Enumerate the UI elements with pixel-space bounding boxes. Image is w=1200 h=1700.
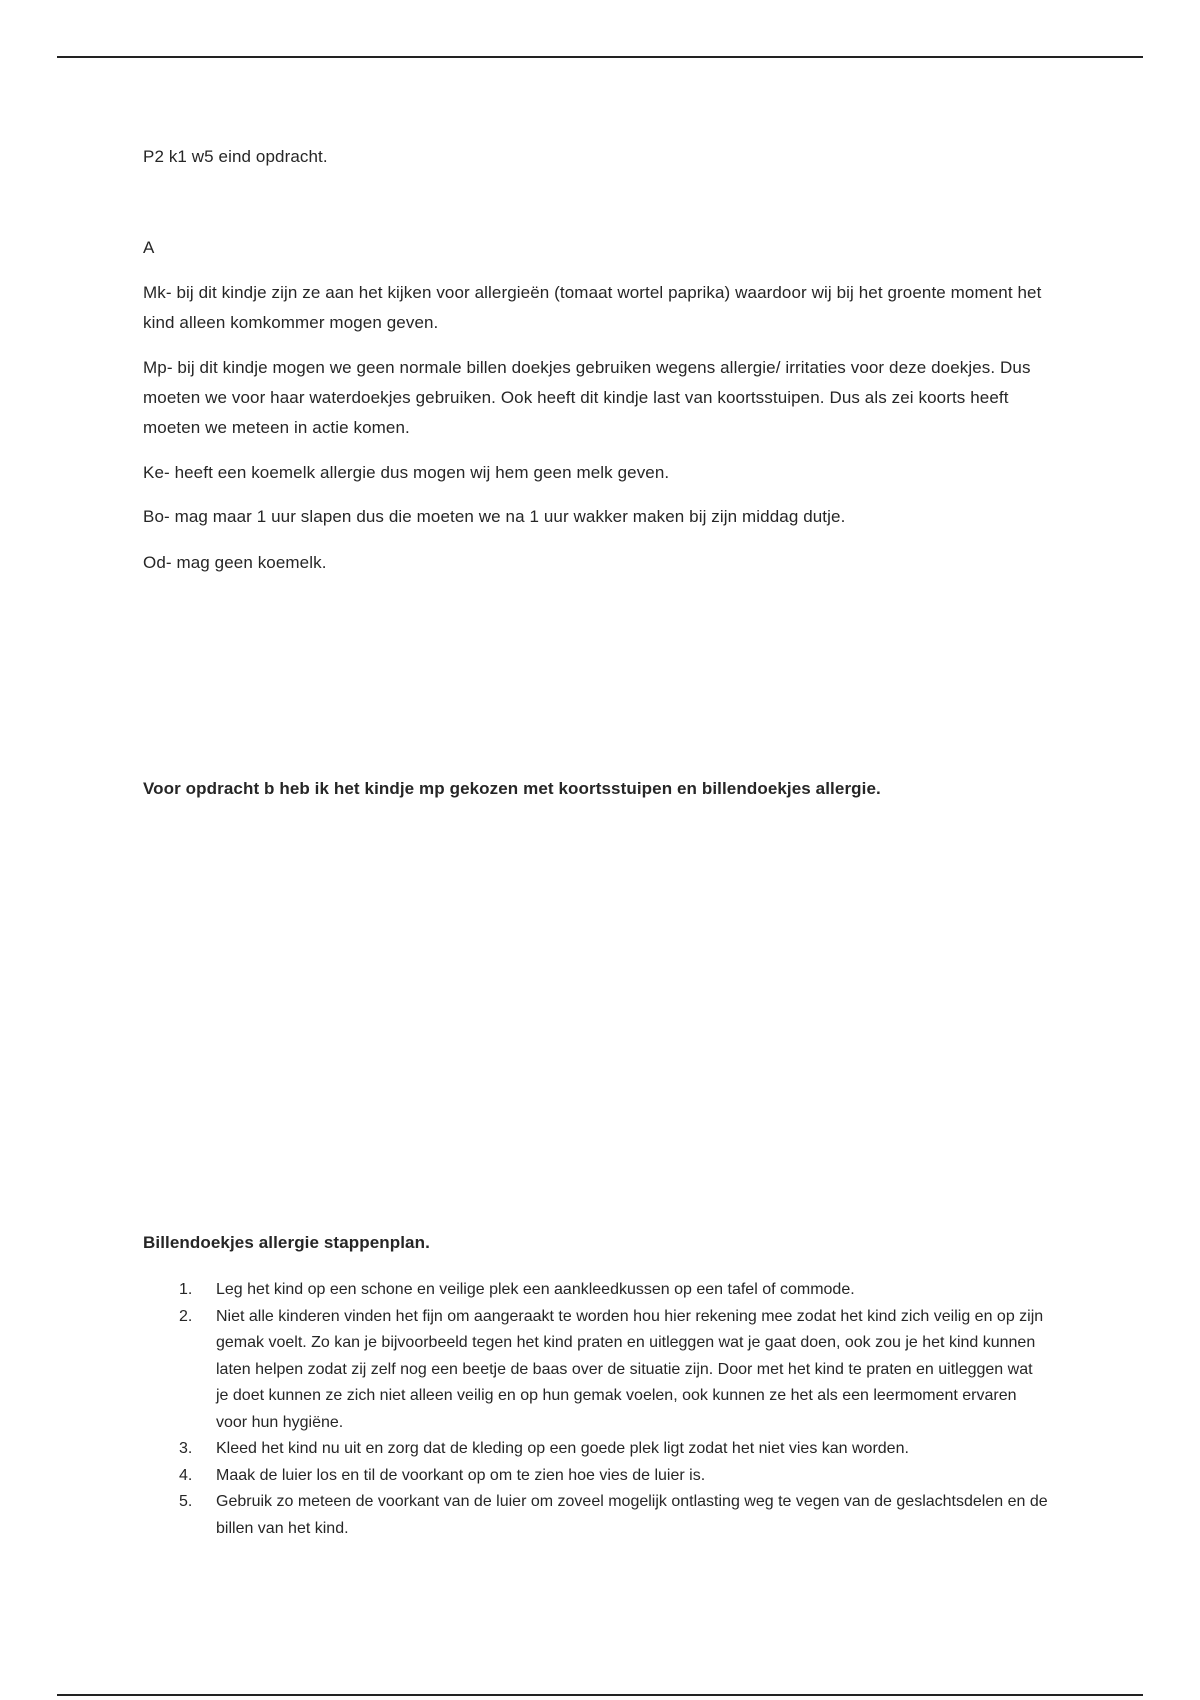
plan-title: Billendoekjes allergie stappenplan.	[143, 1233, 430, 1252]
step-text: Niet alle kinderen vinden het fijn om aangeraakt te worden hou hier rekening mee zodat het kind zich veilig en op zijn gemak voelt. Zo kan je bijvoorbeeld tegen het kind praten en uitleggen wat je gaat doen, ook zou je het kind kunnen laten helpen zodat zij zelf nog een beetje de baas over de situatie zijn. Door met het kind te praten en uitleggen wat je doet kunnen ze zich niet alleen veilig en op hun gemak voelen, ook kunnen ze het als een leermoment ervaren voor hun hygiëne.	[216, 1307, 1044, 1431]
list-item	[143, 1463, 1048, 1490]
step-number: 2.	[179, 1307, 193, 1325]
choice-statement: Voor opdracht b heb ik het kindje mp gekozen met koortsstuipen en billendoekjes allergie.	[143, 779, 881, 798]
step-number: 5.	[179, 1493, 193, 1510]
list-item	[143, 1436, 1048, 1463]
step-number: 3.	[179, 1440, 193, 1457]
steps-list	[143, 1277, 1048, 1542]
step-text: Kleed het kind nu uit en zorg dat de kleding op een goede plek ligt zodat het niet vies kan worden.	[216, 1440, 909, 1457]
footer-rule	[57, 1694, 1143, 1696]
header-rule	[57, 56, 1143, 58]
step-number: 1.	[179, 1281, 193, 1298]
step-text: Leg het kind op een schone en veilige plek een aankleedkussen op een tafel of commode.	[216, 1281, 855, 1298]
step-text: Gebruik zo meteen de voorkant van de luier om zoveel mogelijk ontlasting weg te vegen van de geslachtsdelen en de billen van het kind.	[216, 1493, 1048, 1537]
step-number: 4.	[179, 1466, 193, 1484]
paragraph-bo: Bo- mag maar 1 uur slapen dus die moeten we na 1 uur wakker maken bij zijn middag dutje.	[143, 507, 846, 526]
paragraph-mk: Mk- bij dit kindje zijn ze aan het kijken voor allergieën (tomaat wortel paprika) waardoor wij bij het groente moment het kind alleen komkommer mogen geven.	[143, 283, 1042, 332]
document-title: P2 k1 w5 eind opdracht.	[143, 147, 328, 166]
paragraph-mp: Mp- bij dit kindje mogen we geen normale billen doekjes gebruiken wegens allergie/ irritaties voor deze doekjes. Dus moeten we voor haar waterdoekjes gebruiken. Ook heeft dit kindje last van koortsstuipen. Dus als zei koorts heeft moeten we meteen in actie komen.	[143, 358, 1031, 437]
section-a-heading: A	[143, 238, 155, 257]
paragraph-od: Od- mag geen koemelk.	[143, 553, 327, 572]
list-item	[143, 1277, 1048, 1304]
list-item	[143, 1304, 1048, 1437]
paragraph-ke: Ke- heeft een koemelk allergie dus mogen wij hem geen melk geven.	[143, 463, 670, 482]
list-item	[143, 1489, 1048, 1542]
step-text: Maak de luier los en til de voorkant op om te zien hoe vies de luier is.	[216, 1466, 706, 1484]
